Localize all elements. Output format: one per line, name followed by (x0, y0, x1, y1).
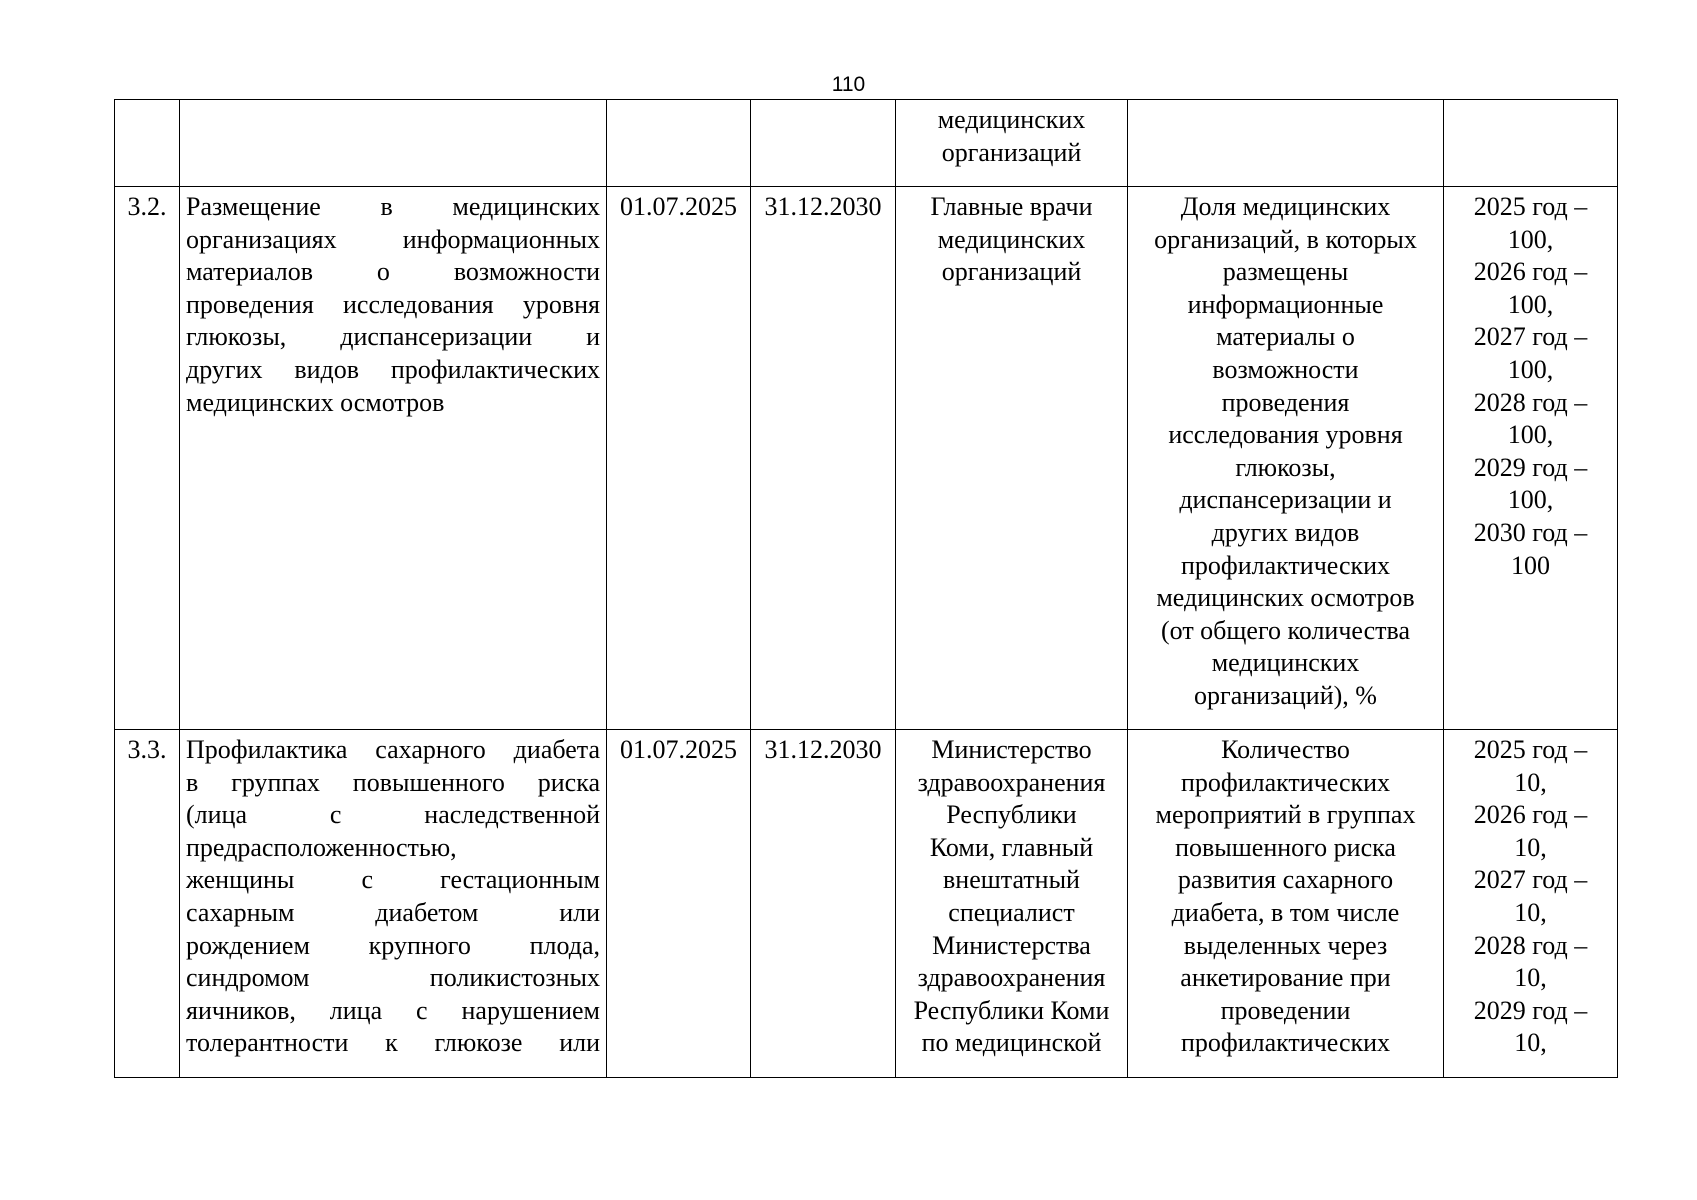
indicator-line: информационные (1187, 289, 1384, 319)
responsible-line: Министерство (931, 735, 1092, 764)
indicator-line: проведения (1221, 387, 1350, 417)
table-row-3-2 (115, 187, 1618, 730)
measure-name-line: Профилактика сахарного диабета (186, 735, 600, 764)
measure-name-line: яичников, лица с нарушением (186, 995, 600, 1025)
target-value-line: 100 (1511, 550, 1550, 580)
responsible-line: специалист (948, 897, 1075, 927)
measure-name-line: других видов профилактических (186, 354, 600, 384)
responsible-line: Коми, главный (929, 832, 1094, 862)
indicator-line: глюкозы, (1235, 452, 1336, 482)
cell-name-cont (180, 100, 607, 187)
row-number: 3.2. (127, 192, 167, 221)
measure-name-line: проведения исследования уровня (186, 289, 600, 319)
cell-num (115, 187, 180, 730)
target-value-line: 2026 год – (1473, 257, 1588, 287)
measure-name-line: толерантности к глюкозе или (186, 1028, 600, 1058)
target-value-line: 100, (1507, 485, 1554, 515)
target-value-line: 100, (1507, 224, 1554, 254)
cell-responsible-cont (896, 100, 1128, 187)
indicator-line: размещены (1222, 257, 1349, 287)
target-value-line: 2026 год – (1473, 800, 1588, 830)
indicator-line: Количество (1221, 735, 1350, 764)
responsible-line: медицинских (937, 224, 1086, 254)
indicator-line: профилактических (1180, 550, 1391, 580)
indicator-line: профилактических (1180, 1028, 1391, 1058)
cell-end-date (751, 730, 896, 1078)
indicator-line: возможности (1212, 354, 1359, 384)
indicator-line: исследования уровня (1168, 420, 1403, 450)
responsible-line: Министерства (932, 930, 1091, 960)
responsible-line: Республики Коми (913, 995, 1110, 1025)
end-date: 31.12.2030 (764, 192, 882, 221)
start-date: 01.07.2025 (620, 735, 737, 764)
start-date: 01.07.2025 (620, 192, 737, 221)
indicator-line: материалы о (1216, 322, 1355, 352)
target-value-line: 2028 год – (1473, 930, 1588, 960)
responsible-line: организаций (941, 137, 1082, 167)
cell-start-date (607, 187, 751, 730)
cell-measure-name (180, 187, 607, 730)
responsible-line: здравоохранения (917, 767, 1106, 797)
target-value-line: 2025 год – (1473, 735, 1588, 764)
end-date: 31.12.2030 (764, 735, 882, 764)
target-value-line: 10, (1514, 832, 1547, 862)
table-row-3-3 (115, 730, 1618, 1078)
responsible-line: организаций (941, 257, 1082, 287)
indicator-line: диабета, в том числе (1171, 897, 1400, 927)
responsible-line: внештатный (943, 865, 1080, 895)
indicator-line: развития сахарного (1177, 865, 1394, 895)
measure-name-line: рождением крупного плода, (186, 930, 600, 960)
cell-values-cont (1444, 100, 1618, 187)
measure-name-line: женщины с гестационным (186, 865, 600, 895)
cell-responsible (896, 730, 1128, 1078)
cell-end-date (751, 187, 896, 730)
indicator-line: медицинских (1211, 648, 1360, 678)
cell-indicator (1128, 730, 1444, 1078)
cell-indicator-cont (1128, 100, 1444, 187)
table-row-continuation (115, 100, 1618, 187)
target-value-line: 2027 год – (1473, 865, 1588, 895)
cell-num-cont (115, 100, 180, 187)
target-value-line: 2025 год – (1473, 192, 1588, 221)
target-value-line: 2027 год – (1473, 322, 1588, 352)
measures-table (114, 99, 1618, 1078)
measure-name-line: в группах повышенного риска (186, 767, 600, 797)
measure-name-line: Размещение в медицинских (186, 192, 600, 221)
target-value-line: 10, (1514, 1028, 1547, 1058)
indicator-line: других видов (1211, 517, 1360, 547)
indicator-line: повышенного риска (1175, 832, 1396, 862)
target-value-line: 10, (1514, 897, 1547, 927)
measure-name-line: предрасположенностью, (186, 832, 457, 862)
cell-indicator (1128, 187, 1444, 730)
measure-name-line: медицинских осмотров (186, 387, 445, 417)
cell-start-cont (607, 100, 751, 187)
measure-name-line: организациях информационных (186, 224, 600, 254)
responsible-line: Республики (946, 800, 1077, 830)
target-value-line: 2028 год – (1473, 387, 1588, 417)
target-value-line: 100, (1507, 420, 1554, 450)
indicator-line: организаций), % (1194, 680, 1377, 710)
measure-name-line: глюкозы, диспансеризации и (186, 322, 600, 352)
indicator-line: медицинских осмотров (1156, 583, 1415, 613)
cell-end-cont (751, 100, 896, 187)
indicator-line: мероприятий в группах (1155, 800, 1416, 830)
indicator-line: выделенных через (1183, 930, 1388, 960)
indicator-line: организаций, в которых (1154, 224, 1417, 254)
target-value-line: 10, (1514, 963, 1547, 993)
target-value-line: 10, (1514, 767, 1547, 797)
responsible-line: Главные врачи (930, 192, 1093, 221)
measure-name-line: материалов о возможности (186, 257, 600, 287)
target-value-line: 100, (1507, 289, 1554, 319)
cell-start-date (607, 730, 751, 1078)
target-value-line: 100, (1507, 354, 1554, 384)
cell-target-values (1444, 730, 1618, 1078)
indicator-line: Доля медицинских (1180, 192, 1391, 221)
indicator-line: (от общего количества (1161, 615, 1410, 645)
target-value-line: 2029 год – (1473, 995, 1588, 1025)
indicator-line: анкетирование при (1180, 963, 1391, 993)
target-value-line: 2030 год – (1473, 517, 1588, 547)
indicator-line: проведении (1220, 995, 1351, 1025)
cell-target-values (1444, 187, 1618, 730)
measure-name-line: синдромом поликистозных (186, 963, 600, 993)
indicator-line: диспансеризации и (1179, 485, 1392, 515)
page-number: 110 (831, 73, 866, 96)
target-value-line: 2029 год – (1473, 452, 1588, 482)
cell-measure-name (180, 730, 607, 1078)
responsible-line: здравоохранения (917, 963, 1106, 993)
measure-name-line: (лица с наследственной (186, 800, 600, 830)
cell-num (115, 730, 180, 1078)
indicator-line: профилактических (1180, 767, 1391, 797)
cell-responsible (896, 187, 1128, 730)
measure-name-line: сахарным диабетом или (186, 897, 600, 927)
responsible-line: медицинских (937, 105, 1086, 134)
responsible-line: по медицинской (921, 1028, 1102, 1058)
row-number: 3.3. (127, 735, 167, 764)
